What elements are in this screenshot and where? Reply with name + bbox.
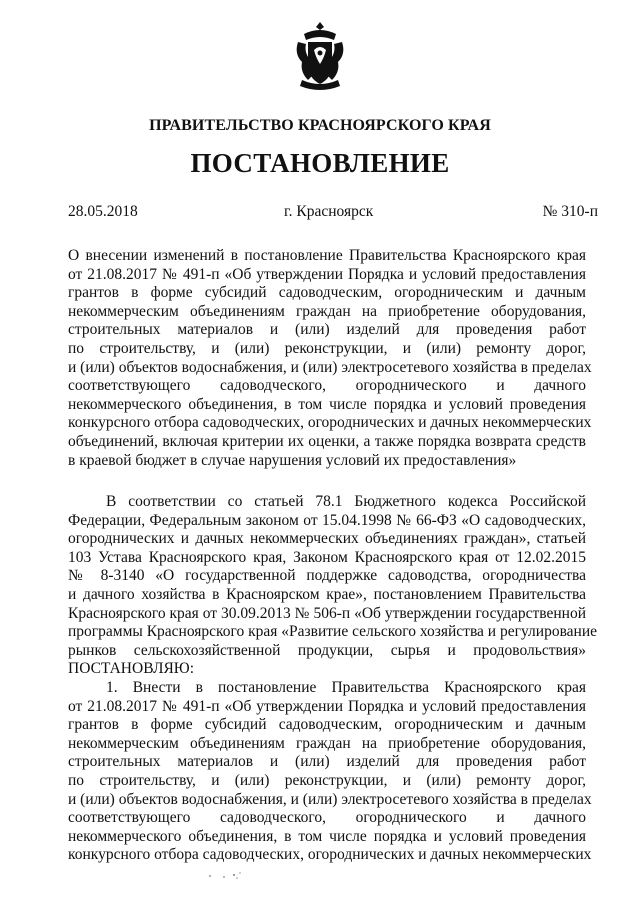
title-line: О внесении изменений в постановление Правительства Красноярского края — [68, 247, 586, 264]
document-title — [68, 247, 592, 470]
body-line: и дачного хозяйства в Красноярском крае», постановлением Правительства — [68, 585, 586, 603]
body-line: Федерации, Федеральным законом от 15.04.1998 № 66-ФЗ «О садоводческих, — [68, 511, 586, 529]
body-line: программы Красноярского края «Развитие сельского хозяйства и регулирование — [68, 623, 598, 641]
document-type: ПОСТАНОВЛЕНИЕ — [190, 148, 450, 178]
body-line: по строительству, и (или) реконструкции, и (или) ремонту дорог, — [68, 771, 586, 789]
title-line: строительных материалов и (или) изделий для проведения работ — [68, 321, 586, 339]
body-line: соответствующего садоводческого, огороднического и дачного — [68, 809, 586, 827]
body-line: № 8-3140 «О государственной поддержке садоводства, огородничества — [68, 567, 586, 585]
body-line: от 21.08.2017 № 491-п «Об утверждении Порядка и условий предоставления — [68, 697, 586, 715]
title-line: некоммерческого объединения, в том числе порядка и условий проведения — [68, 395, 586, 413]
document-meta — [68, 203, 598, 223]
body-line: строительных материалов и (или) изделий для проведения работ — [68, 753, 586, 771]
body-line: конкурсного отбора садоводческих, огороднических и дачных некоммерческих — [68, 846, 592, 864]
scan-artifact-icon — [206, 868, 246, 882]
title-line: конкурсного отбора садоводческих, огороднических и дачных некоммерческих — [68, 414, 592, 432]
title-line: по строительству, и (или) реконструкции, и (или) ремонту дорог, — [68, 339, 586, 357]
title-line: объединений, включая критерии их оценки, а также порядка возврата средств — [68, 432, 586, 450]
body-line: грантов в форме субсидий садоводческим, огородническим и дачным — [68, 716, 586, 734]
document-date: 28.05.2018 — [68, 203, 138, 220]
body-line: некоммерческого объединения, в том числе порядка и условий проведения — [68, 827, 586, 845]
title-line: и (или) объектов водоснабжения, и (или) электросетевого хозяйства в пределах — [68, 358, 592, 376]
body-line: В соответствии со статьей 78.1 Бюджетного кодекса Российской — [106, 493, 586, 510]
body-line: рынков сельскохозяйственной продукции, сырья и продовольствия» — [68, 641, 586, 659]
body-line: некоммерческим объединениям граждан на приобретение оборудования, — [68, 734, 586, 752]
title-line: от 21.08.2017 № 491-п «Об утверждении Порядка и условий предоставления — [68, 265, 586, 283]
body-line: ПОСТАНОВЛЯЮ: — [68, 660, 195, 678]
title-line: соответствующего садоводческого, огороднического и дачного — [68, 377, 586, 395]
title-line: некоммерческим объединениям граждан на приобретение оборудования, — [68, 302, 586, 320]
body-line: и (или) объектов водоснабжения, и (или) электросетевого хозяйства в пределах — [68, 790, 592, 808]
coat-of-arms-icon — [292, 20, 348, 92]
government-name: ПРАВИТЕЛЬСТВО КРАСНОЯРСКОГО КРАЯ — [149, 117, 491, 134]
document-body — [68, 493, 598, 865]
body-line: огороднических и дачных некоммерческих объединениях граждан», статьей — [68, 530, 586, 548]
document-city: г. Красноярск — [284, 203, 374, 220]
body-line: Красноярского края от 30.09.2013 № 506-п «Об утверждении государственной — [68, 604, 586, 622]
document-number: № 310-п — [542, 203, 598, 220]
title-line: в краевой бюджет в случае нарушения условий их предоставления» — [68, 451, 517, 469]
body-line: 1. Внести в постановление Правительства Красноярского края — [106, 678, 586, 696]
title-line: грантов в форме субсидий садоводческим, огородническим и дачным — [68, 284, 586, 302]
body-line: 103 Устава Красноярского края, Законом Красноярского края от 12.02.2015 — [68, 548, 586, 566]
